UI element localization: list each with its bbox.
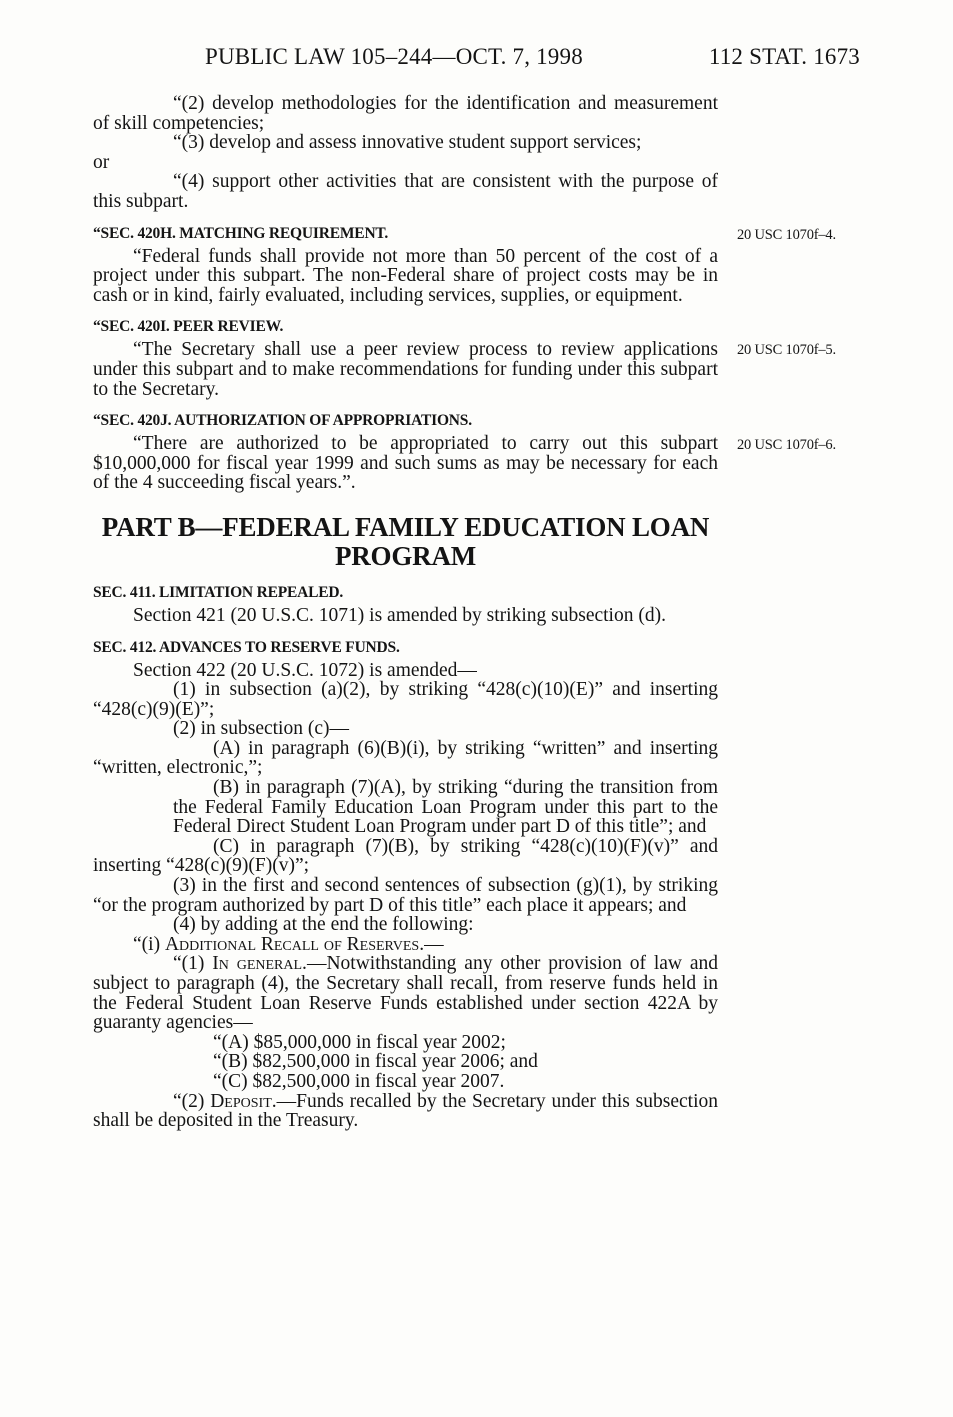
subsection-i-title: Additional Recall of Reserves.: [164, 933, 425, 955]
subsection-i-heading: [93, 935, 718, 955]
amendment-item-1: (1) in subsection (a)(2), by striking “428(c)(10)(E)” and inserting “428(c)(9)(E)”;: [93, 679, 718, 720]
paragraph-1-text: —Notwithstanding any other provision of law and subject to paragraph (4), the Secretary shall recall, from reserve funds held in the Federal Student Loan Reserve Funds established under section 422A by guaranty agencies—: [93, 953, 718, 1034]
margin-note-420j: 20 USC 1070f–6.: [737, 437, 836, 453]
amendment-item-2: (2) in subsection (c)—: [173, 718, 349, 740]
paragraph-item-4: “(4) support other activities that are consistent with the purpose of this subpart.: [93, 171, 718, 212]
paragraph-2-deposit: [93, 1092, 718, 1131]
section-412-intro: Section 422 (20 U.S.C. 1072) is amended—: [133, 659, 477, 681]
paragraph-2-text: —Funds recalled by the Secretary under this subsection shall be deposited in the Treasury.: [93, 1090, 718, 1132]
subsection-i-dash: —: [424, 933, 444, 955]
section-text-420h: “Federal funds shall provide not more than 50 percent of the cost of a project under this subpart. The non-Federal share of project costs may be in cash or in kind, fairly evaluated, including services, supplies, or equipment.: [93, 245, 718, 306]
margin-note-420h: 20 USC 1070f–4.: [737, 227, 836, 243]
section-heading-412: SEC. 412. ADVANCES TO RESERVE FUNDS.: [93, 638, 400, 656]
paragraph-2-title: Deposit.: [210, 1090, 277, 1112]
paragraph-or: or: [93, 151, 110, 173]
margin-note-420i: 20 USC 1070f–5.: [737, 342, 836, 358]
paragraph-item-3: “(3) develop and assess innovative student support services;: [173, 132, 642, 154]
paragraph-item-2: “(2) develop methodologies for the identification and measurement of skill competencies;: [93, 93, 718, 134]
subparagraph-1c: “(C) $82,500,000 in fiscal year 2007.: [213, 1070, 505, 1092]
amendment-item-3: (3) in the first and second sentences of subsection (g)(1), by striking “or the program authorized by part D of this title” each place it appears; and: [93, 875, 718, 916]
statute-page-number: 112 STAT. 1673: [708, 44, 860, 69]
paragraph-1-prefix: “(1): [173, 953, 205, 975]
amendment-item-2b: (B) in paragraph (7)(A), by striking “during the transition from the Federal Family Education Loan Program under this part to the Federal Direct Student Loan Program under part D of this title”; and: [173, 777, 718, 838]
subparagraph-1b: “(B) $82,500,000 in fiscal year 2006; and: [213, 1051, 538, 1073]
subsection-i-prefix: “(i): [133, 933, 161, 955]
section-text-420j: “There are authorized to be appropriated to carry out this subpart $10,000,000 for fiscal year 1999 and such sums as may be necessary for each of the 4 succeeding fiscal years.”.: [93, 433, 718, 494]
section-heading-411: SEC. 411. LIMITATION REPEALED.: [93, 583, 344, 601]
paragraph-1-in-general: [93, 954, 718, 1032]
section-text-420i: “The Secretary shall use a peer review process to review applications under this subpart and to make recommendations for funding under this subpart to the Secretary.: [93, 339, 718, 400]
section-text-411: Section 421 (20 U.S.C. 1071) is amended by striking subsection (d).: [133, 604, 666, 626]
amendment-item-4: (4) by adding at the end the following:: [173, 914, 474, 936]
subparagraph-1a: “(A) $85,000,000 in fiscal year 2002;: [213, 1031, 506, 1053]
section-heading-420j: “SEC. 420J. AUTHORIZATION OF APPROPRIATIONS.: [93, 412, 472, 430]
section-heading-420i: “SEC. 420I. PEER REVIEW.: [93, 318, 284, 336]
body-text: [93, 94, 718, 1131]
part-b-title: PART B—FEDERAL FAMILY EDUCATION LOAN PROGRAM: [101, 511, 710, 571]
paragraph-2-prefix: “(2): [173, 1090, 205, 1112]
section-heading-420h: “SEC. 420H. MATCHING REQUIREMENT.: [93, 224, 389, 242]
public-law-citation: PUBLIC LAW 105–244—OCT. 7, 1998: [205, 44, 583, 69]
paragraph-1-title: In general.: [212, 953, 307, 975]
amendment-item-2a: (A) in paragraph (6)(B)(i), by striking “written” and inserting “written, electronic,”;: [93, 737, 718, 779]
amendment-item-2c: (C) in paragraph (7)(B), by striking “428(c)(10)(F)(v)” and inserting “428(c)(9)(F)(v)”;: [93, 835, 718, 877]
